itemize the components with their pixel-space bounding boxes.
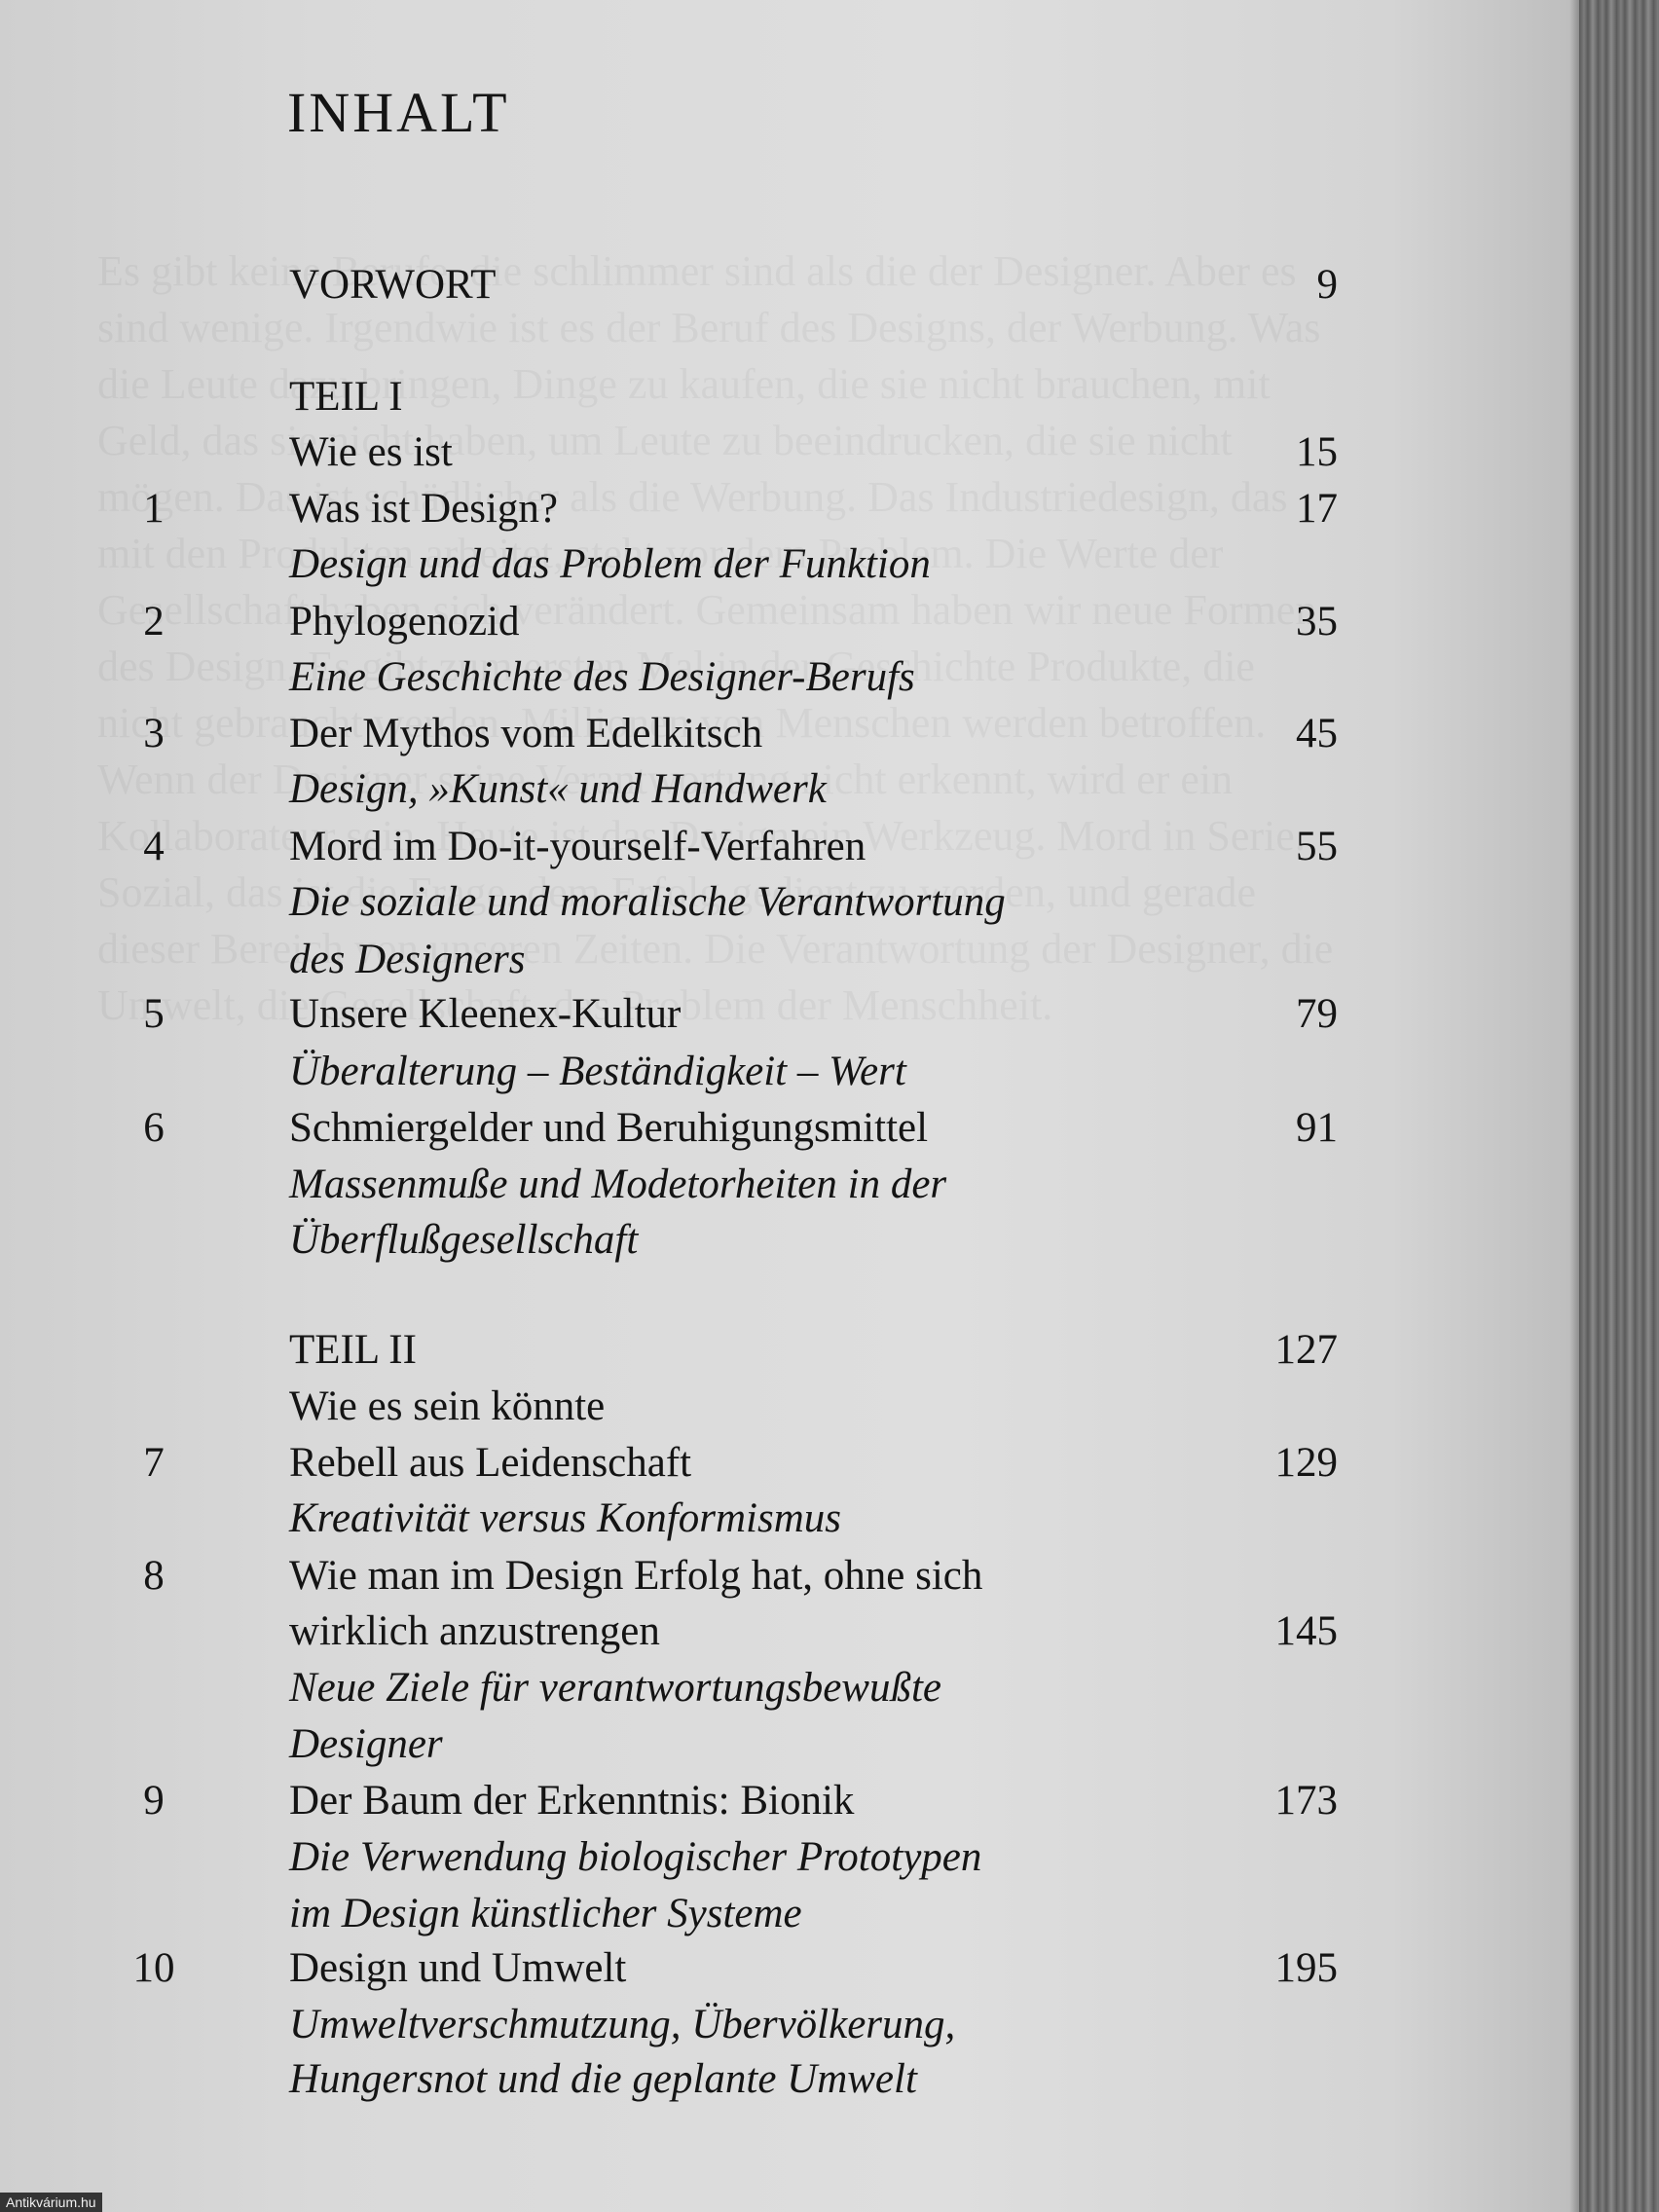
chapter-number: 8 [143, 1553, 165, 1599]
chapter-number: 4 [143, 824, 165, 869]
chapter-title: Der Mythos vom Edelkitsch [289, 711, 763, 756]
chapter-title: TEIL II [289, 1327, 417, 1373]
chapter-title: TEIL I [289, 374, 403, 420]
toc-entry [0, 598, 1579, 654]
toc-entry [0, 2001, 1579, 2057]
page-number: 9 [1316, 262, 1338, 308]
page-number: 127 [1274, 1327, 1338, 1373]
toc-entry [0, 1552, 1579, 1608]
toc-entry [0, 2055, 1579, 2112]
chapter-title: VORWORT [289, 262, 497, 308]
page-number: 15 [1296, 429, 1338, 475]
chapter-title: Wie es sein könnte [289, 1383, 606, 1429]
toc-entry [0, 1104, 1579, 1161]
toc-entry [0, 823, 1579, 879]
chapter-number: 10 [132, 1945, 175, 1991]
chapter-title: Rebell aus Leidenschaft [289, 1440, 692, 1486]
chapter-subtitle: Die soziale und moralische Verantwortung [289, 879, 1006, 925]
toc-entry [0, 373, 1579, 429]
chapter-subtitle: Neue Ziele für verantwortungsbewußte [289, 1665, 942, 1711]
toc-entry [0, 1890, 1579, 1946]
page-title: INHALT [287, 81, 510, 144]
page-number: 173 [1274, 1778, 1338, 1824]
chapter-title: Der Baum der Erkenntnis: Bionik [289, 1778, 855, 1824]
chapter-number: 3 [143, 711, 165, 756]
chapter-subtitle: Design, »Kunst« und Handwerk [289, 766, 827, 812]
toc-entry [0, 1720, 1579, 1777]
book-spine-edge [1579, 0, 1659, 2212]
toc-entry [0, 1494, 1579, 1551]
chapter-subtitle: im Design künstlicher Systeme [289, 1891, 802, 1936]
page-number: 55 [1296, 824, 1338, 869]
toc-entry [0, 540, 1579, 597]
page-number: 129 [1274, 1440, 1338, 1486]
chapter-title: Schmiergelder und Beruhigungsmittel [289, 1105, 929, 1151]
toc-entry [0, 710, 1579, 766]
toc-entry [0, 1607, 1579, 1664]
toc-entry [0, 1439, 1579, 1495]
page-number: 91 [1296, 1105, 1338, 1151]
toc-entry [0, 1326, 1579, 1382]
toc-entry [0, 1382, 1579, 1439]
page-number: 35 [1296, 599, 1338, 645]
chapter-subtitle: Design und das Problem der Funktion [289, 541, 931, 587]
chapter-title: Design und Umwelt [289, 1945, 627, 1991]
chapter-number: 7 [143, 1440, 165, 1486]
chapter-number: 1 [143, 486, 165, 532]
chapter-title: Mord im Do-it-yourself-Verfahren [289, 824, 866, 869]
watermark: Antikvárium.hu [0, 2193, 102, 2212]
chapter-subtitle: Überalterung – Beständigkeit – Wert [289, 1049, 906, 1094]
toc-entry [0, 1944, 1579, 2001]
toc-entry [0, 1048, 1579, 1104]
chapter-subtitle: Eine Geschichte des Designer-Berufs [289, 654, 915, 700]
toc-entry [0, 485, 1579, 541]
toc-entry [0, 261, 1579, 317]
chapter-subtitle: Umweltverschmutzung, Übervölkerung, [289, 2002, 956, 2047]
chapter-subtitle: Hungersnot und die geplante Umwelt [289, 2056, 917, 2102]
chapter-subtitle: Überflußgesellschaft [289, 1217, 639, 1263]
chapter-title: Was ist Design? [289, 486, 558, 532]
chapter-subtitle: Die Verwendung biologischer Prototypen [289, 1834, 982, 1880]
page-number: 17 [1296, 486, 1338, 532]
page-number: 45 [1296, 711, 1338, 756]
toc-entry [0, 653, 1579, 710]
toc-entry [0, 990, 1579, 1047]
chapter-subtitle: Designer [289, 1721, 443, 1767]
toc-entry [0, 936, 1579, 992]
chapter-number: 9 [143, 1778, 165, 1824]
toc-entry [0, 1664, 1579, 1720]
toc-entry [0, 878, 1579, 935]
toc-entry [0, 765, 1579, 822]
chapter-title: wirklich anzustrengen [289, 1608, 660, 1654]
chapter-number: 5 [143, 991, 165, 1037]
toc-entry [0, 1777, 1579, 1833]
chapter-subtitle: Kreativität versus Konformismus [289, 1495, 841, 1541]
chapter-number: 6 [143, 1105, 165, 1151]
page-number: 145 [1274, 1608, 1338, 1654]
chapter-subtitle: Massenmuße und Modetorheiten in der [289, 1161, 947, 1207]
chapter-number: 2 [143, 599, 165, 645]
toc-entry [0, 1216, 1579, 1272]
chapter-title: Wie man im Design Erfolg hat, ohne sich [289, 1553, 983, 1599]
page-number: 79 [1296, 991, 1338, 1037]
toc-entry [0, 1833, 1579, 1890]
toc-entry [0, 428, 1579, 485]
toc-entry [0, 1161, 1579, 1217]
chapter-title: Wie es ist [289, 429, 453, 475]
chapter-title: Phylogenozid [289, 599, 520, 645]
chapter-subtitle: des Designers [289, 937, 526, 982]
chapter-title: Unsere Kleenex-Kultur [289, 991, 682, 1037]
page-number: 195 [1274, 1945, 1338, 1991]
